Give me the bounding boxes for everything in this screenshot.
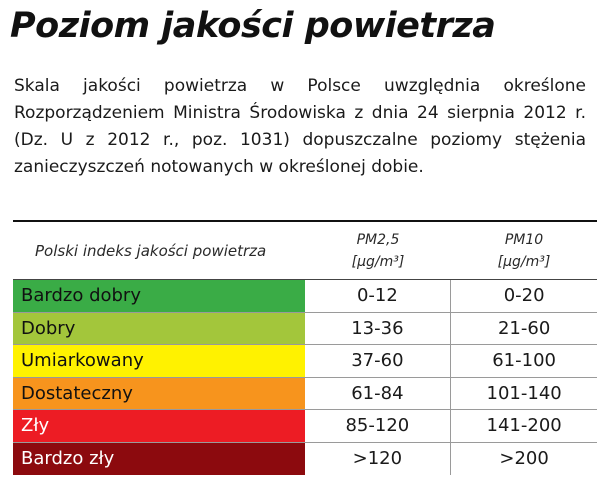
table-row: [13, 378, 597, 411]
category-cell: Zły: [13, 410, 305, 442]
category-cell: Umiarkowany: [13, 345, 305, 377]
category-cell: Dobry: [13, 313, 305, 345]
category-cell: Bardzo zły: [13, 443, 305, 476]
header-pm25-unit: [µg/m³]: [351, 254, 405, 270]
pm10-cell: 0-20: [503, 285, 545, 307]
header-pm10-name: PM10: [504, 232, 544, 248]
pm10-cell: 101-140: [486, 382, 562, 404]
header-pm10-unit: [µg/m³]: [497, 254, 551, 270]
table-row: [13, 410, 597, 443]
description-paragraph: Skala jakości powietrza w Polsce uwzględnia określone Rozporządzeniem Ministra Środowiska z dnia 24 sierpnia 2012 r. (Dz. U z 2012 r., poz. 1031) dopuszczalne poziomy stężenia zanieczyszczeń notowanych w określonej dobie.: [14, 76, 586, 177]
pm25-cell: >120: [305, 443, 452, 476]
category-cell: Bardzo dobry: [13, 280, 305, 312]
header-pm25: [305, 222, 451, 279]
pm10-cell: 21-60: [497, 317, 551, 339]
pm25-cell: 37-60: [305, 345, 452, 377]
table-row: [13, 280, 597, 313]
pm25-cell: 0-12: [305, 280, 452, 312]
table-header: [13, 222, 597, 280]
table-row: [13, 313, 597, 346]
pm10-cell: 61-100: [492, 350, 556, 372]
category-cell: Dostateczny: [13, 378, 305, 410]
air-quality-table: [13, 220, 597, 475]
header-index: Polski indeks jakości powietrza: [35, 241, 267, 260]
header-pm10: [451, 222, 597, 279]
pm25-cell: 85-120: [305, 410, 452, 442]
table-row: [13, 443, 597, 476]
pm10-cell: >200: [499, 448, 549, 470]
header-pm25-name: PM2,5: [356, 232, 400, 248]
pm25-cell: 13-36: [305, 313, 452, 345]
page-title: Poziom jakości powietrza: [10, 6, 496, 46]
table-row: [13, 345, 597, 378]
pm25-cell: 61-84: [305, 378, 452, 410]
pm10-cell: 141-200: [486, 415, 562, 437]
